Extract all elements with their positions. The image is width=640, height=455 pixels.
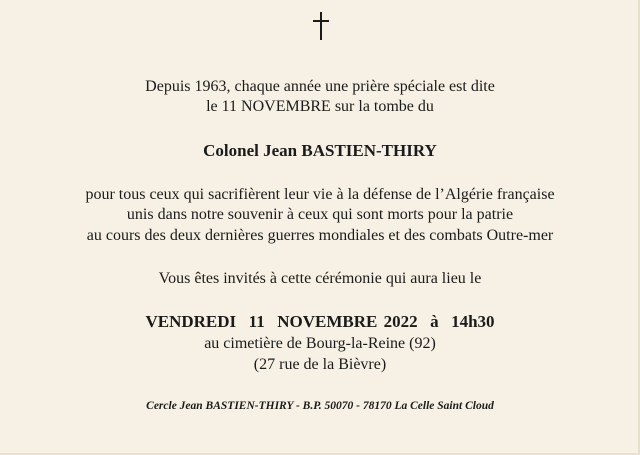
purpose-line-2: unis dans notre souvenir à ceux qui sont morts pour la patrie (126, 206, 514, 223)
ceremony-date: VENDREDI 11 NOVEMBRE 2022 à 14h30 (145, 312, 495, 331)
intro-line-1: Depuis 1963, chaque année une prière spéciale est dite (145, 78, 495, 95)
organizer-footer: Cercle Jean BASTIEN-THIRY - B.P. 50070 - 78170 La Celle Saint Cloud (146, 400, 494, 412)
purpose-line-1: pour tous ceux qui sacrifièrent leur vie à la défense de l’Algérie française (85, 186, 555, 203)
intro-line-2: le 11 NOVEMBRE sur la tombe du (206, 98, 434, 115)
honoree-name: Colonel Jean BASTIEN-THIRY (203, 141, 437, 160)
purpose-line-3: au cours des deux dernières guerres mondiales et des combats Outre-mer (86, 227, 554, 244)
location-line-1: au cimetière de Bourg-la-Reine (92) (204, 335, 436, 352)
location-line-2: (27 rue de la Bièvre) (253, 356, 387, 373)
invitation-line: Vous êtes invités à cette cérémonie qui aura lieu le (158, 270, 482, 287)
cross-icon (310, 12, 332, 40)
